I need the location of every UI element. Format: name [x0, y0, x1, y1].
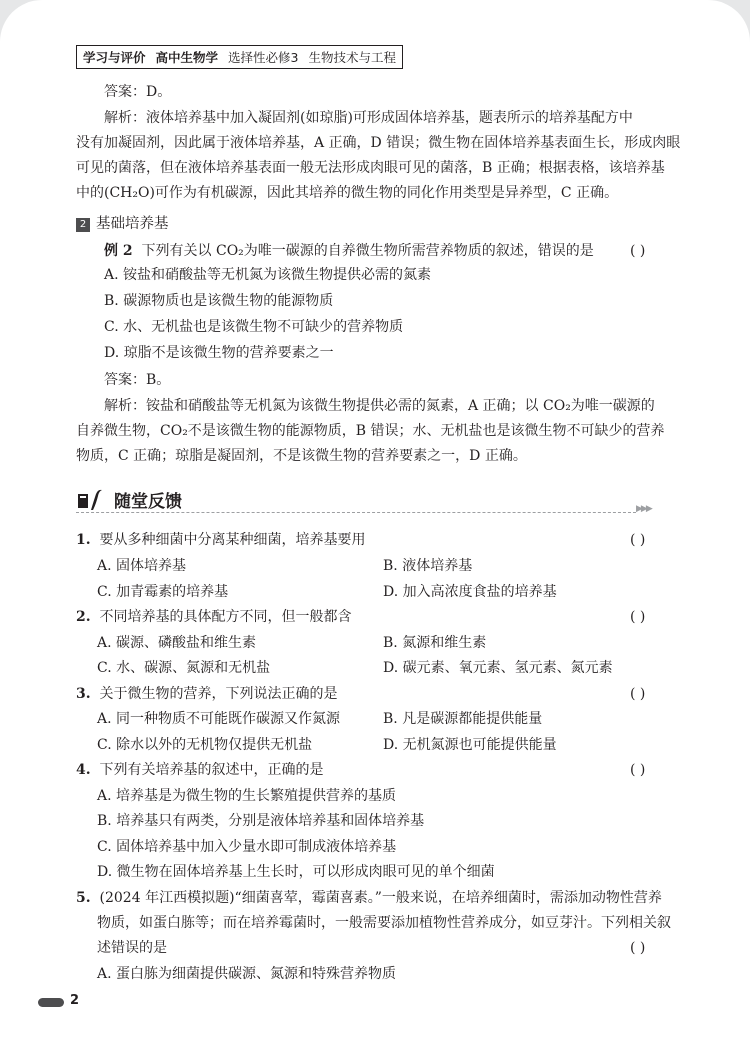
question-2-paren: ( ) [630, 609, 646, 625]
example-label: 例 2 [104, 243, 133, 259]
question-2-option-a: A. 碳源、磷酸盐和维生素 [97, 635, 257, 651]
analysis-1-line-4: 中的(CH₂O)可作为有机碳源，因此其培养的微生物的同化作用类型是异养型，C 正确。 [76, 185, 619, 201]
analysis-1-line-2: 没有加凝固剂，因此属于液体培养基，A 正确，D 错误；微生物在固体培养基表面生长，形成肉眼 [76, 135, 681, 151]
question-3 [76, 685, 338, 703]
question-5-option-a: A. 蛋白胨为细菌提供碳源、氮源和特殊营养物质 [97, 966, 397, 982]
question-3-option-b: B. 凡是碳源都能提供能量 [383, 711, 543, 727]
question-1-option-a: A. 固体培养基 [97, 558, 187, 574]
answer-1: 答案：D。 [104, 84, 172, 100]
question-3-option-d: D. 无机氮源也可能提供能量 [383, 737, 557, 753]
question-4-paren: ( ) [630, 762, 646, 778]
feedback-divider [76, 512, 636, 513]
question-1-paren: ( ) [630, 532, 646, 548]
feedback-title: 随堂反馈 [114, 492, 182, 512]
question-stem: 要从多种细菌中分离某种细菌，培养基要用 [99, 532, 366, 548]
question-4-option-b: B. 培养基只有两类，分别是液体培养基和固体培养基 [97, 813, 425, 829]
section-title: 基础培养基 [96, 216, 169, 232]
example-2-answer: 答案：B。 [104, 372, 171, 388]
question-number: 3. [76, 686, 91, 702]
example-2-stem [104, 242, 594, 260]
section-number: 2 [76, 218, 90, 232]
question-2-option-d: D. 碳元素、氧元素、氢元素、氮元素 [383, 660, 613, 676]
question-stem: 不同培养基的具体配方不同，但一般都含 [99, 609, 352, 625]
question-4-option-d: D. 微生物在固体培养基上生长时，可以形成肉眼可见的单个细菌 [97, 864, 495, 880]
page-number: 2 [70, 993, 80, 1008]
question-2-option-c: C. 水、碳源、氮源和无机盐 [97, 660, 271, 676]
example-2-analysis-line-1: 解析：铵盐和硝酸盐等无机氮为该微生物提供必需的氮素，A 正确；以 CO₂为唯一碳源的 [104, 398, 655, 414]
question-number: 1. [76, 532, 91, 548]
question-5-stem-line-2: 物质，如蛋白胨等；而在培养霉菌时，一般需要添加植物性营养成分，如豆芽汁。下列相关叙 [97, 915, 671, 931]
notebook-pen-icon [76, 488, 106, 512]
example-2-option-b: B. 碳源物质也是该微生物的能源物质 [104, 293, 334, 309]
question-number: 2. [76, 609, 91, 625]
example-2-option-c: C. 水、无机盐也是该微生物不可缺少的营养物质 [104, 319, 404, 335]
question-5 [76, 889, 662, 907]
question-1-option-b: B. 液体培养基 [383, 558, 473, 574]
question-4-option-a: A. 培养基是为微生物的生长繁殖提供营养的基质 [97, 788, 397, 804]
arrow-decoration-icon: ▶▶▶ [636, 504, 651, 514]
analysis-1-line-1: 解析：液体培养基中加入凝固剂(如琼脂)可形成固体培养基，题表所示的培养基配方中 [104, 110, 633, 126]
running-header [76, 45, 403, 69]
example-stem-text: 下列有关以 CO₂为唯一碳源的自养微生物所需营养物质的叙述，错误的是 [141, 243, 594, 259]
question-3-option-c: C. 除水以外的无机物仅提供无机盐 [97, 737, 313, 753]
section-heading [76, 215, 169, 233]
question-number: 5. [76, 890, 91, 906]
question-5-stem-line-3: 述错误的是 [97, 940, 167, 956]
question-1-option-d: D. 加入高浓度食盐的培养基 [383, 584, 557, 600]
example-2-option-a: A. 铵盐和硝酸盐等无机氮为该微生物提供必需的氮素 [104, 267, 432, 283]
header-volume: 选择性必修3 [228, 50, 299, 65]
example-2-analysis-line-2: 自养微生物，CO₂不是该微生物的能源物质，B 错误；水、无机盐也是该微生物不可缺少的营养 [76, 423, 665, 439]
question-3-option-a: A. 同一种物质不可能既作碳源又作氮源 [97, 711, 341, 727]
question-2-option-b: B. 氮源和维生素 [383, 635, 487, 651]
header-topic: 生物技术与工程 [308, 50, 396, 65]
header-book: 学习与评价 [83, 50, 146, 65]
question-1 [76, 531, 366, 549]
question-number: 4. [76, 762, 91, 778]
question-2 [76, 608, 352, 626]
question-3-paren: ( ) [630, 686, 646, 702]
question-4-option-c: C. 固体培养基中加入少量水即可制成液体培养基 [97, 839, 397, 855]
question-1-option-c: C. 加青霉素的培养基 [97, 584, 229, 600]
feedback-heading [76, 487, 182, 512]
question-4 [76, 761, 324, 779]
example-2-analysis-line-3: 物质，C 正确；琼脂是凝固剂，不是该微生物的营养要素之一，D 正确。 [76, 448, 527, 464]
question-5-paren: ( ) [630, 940, 646, 956]
example-2-option-d: D. 琼脂不是该微生物的营养要素之一 [104, 345, 334, 361]
analysis-1-line-3: 可见的菌落，但在液体培养基表面一般无法形成肉眼可见的菌落，B 正确；根据表格，该培养基 [76, 160, 665, 176]
example-2-answer-paren: ( ) [630, 243, 646, 259]
header-subject: 高中生物学 [155, 50, 219, 65]
page-marker-decoration [38, 998, 64, 1007]
question-stem: 关于微生物的营养，下列说法正确的是 [99, 686, 338, 702]
question-stem: 下列有关培养基的叙述中，正确的是 [99, 762, 324, 778]
question-stem-line-1: (2024 年江西模拟题)“细菌喜荤，霉菌喜素。”一般来说，在培养细菌时，需添加动物性营养 [99, 890, 662, 906]
